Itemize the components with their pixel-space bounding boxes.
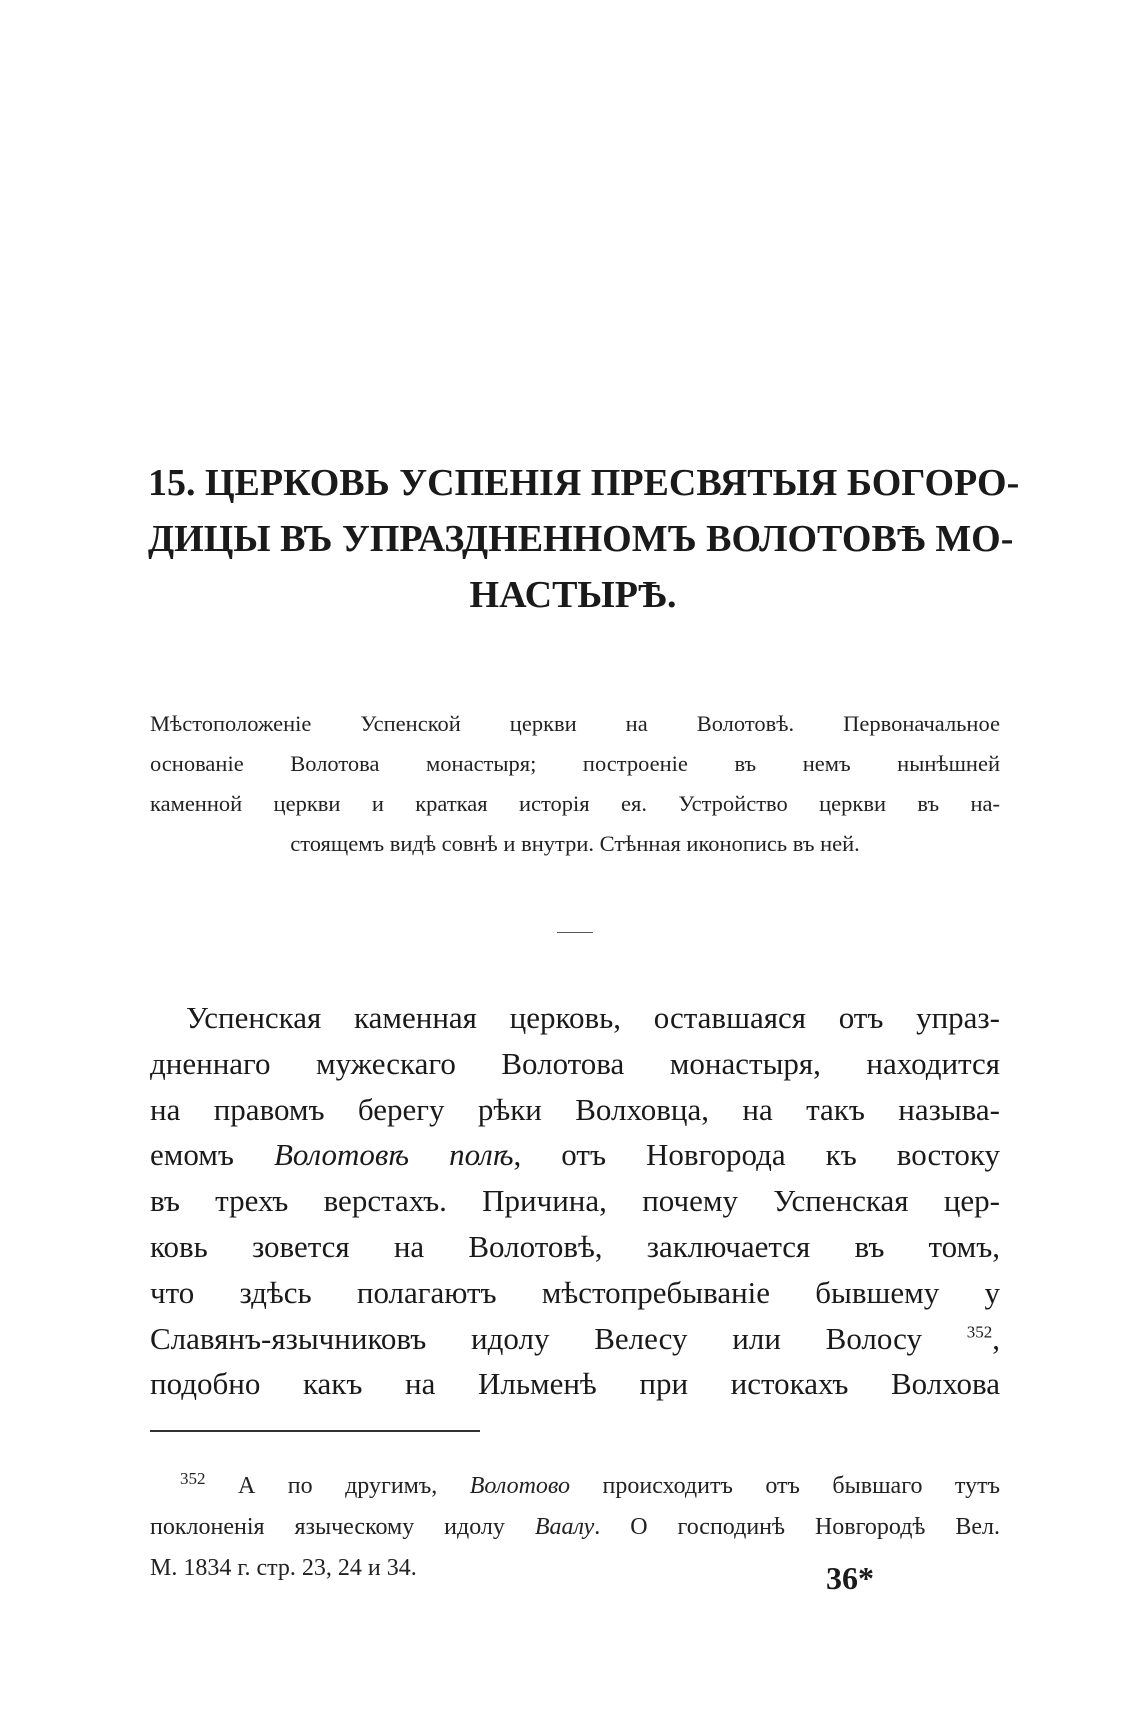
body-line: подобно какъ на Ильменѣ при истокахъ Волхова: [150, 1366, 1000, 1402]
body-text-run: , отъ Новгорода къ востоку: [513, 1137, 1000, 1173]
place-name-italic: Волотовѣ полѣ: [273, 1137, 514, 1173]
body-text-run: емомъ: [150, 1137, 274, 1173]
summary-line: основаніе Волотова монастыря; построеніе въ немъ нынѣшней: [150, 751, 1000, 776]
body-line: дненнаго мужескаго Волотова монастыря, находится: [150, 1045, 1000, 1081]
chapter-title-line: 15. ЦЕРКОВЬ УСПЕНІЯ ПРЕСВЯТЫЯ БОГОРО-: [148, 462, 1020, 504]
footnote-text-run: . О господинѣ Новгородѣ Вел.: [594, 1514, 1000, 1540]
chapter-summary: [150, 704, 1000, 864]
footnote-text-run: А по другимъ,: [205, 1473, 470, 1499]
summary-line: каменной церкви и краткая исторія ея. Устройство церкви въ на-: [150, 791, 1000, 816]
footnote-text-run: происходитъ отъ бывшаго тутъ: [570, 1473, 1000, 1499]
body-line: Успенская каменная церковь, оставшаяся отъ упраз-: [186, 1000, 1000, 1035]
footnote-line: [150, 1507, 1000, 1548]
body-line: [150, 1132, 1000, 1178]
body-line: на правомъ берегу рѣки Волховца, на такъ называ-: [150, 1091, 1000, 1127]
section-separator: [557, 932, 593, 933]
footnote-line: [150, 1466, 1000, 1507]
body-line: въ трехъ верстахъ. Причина, почему Успенская цер-: [150, 1183, 1000, 1219]
footnote-italic: Волотово: [469, 1473, 571, 1499]
chapter-title-line: ДИЦЫ ВЪ УПРАЗДНЕННОМЪ ВОЛОТОВѢ МО-: [148, 518, 1014, 560]
footnote-reference[interactable]: 352: [966, 1322, 993, 1342]
footnote-divider: [150, 1430, 480, 1432]
body-text-run: Славянъ-язычниковъ идолу Велесу или Волосу: [150, 1320, 967, 1356]
page-number: 36*: [826, 1560, 874, 1596]
body-line: [150, 1316, 1000, 1362]
body-text-run: ,: [992, 1320, 1000, 1356]
chapter-title-line: НАСТЫРѢ.: [469, 574, 677, 616]
chapter-title: [148, 455, 1020, 623]
body-line: ковь зовется на Волотовѣ, заключается въ томъ,: [150, 1228, 1000, 1264]
body-line: что здѣсь полагаютъ мѣстопребываніе бывшему у: [150, 1274, 1000, 1310]
summary-line: стоящемъ видѣ совнѣ и внутри. Стѣнная иконопись въ ней.: [290, 831, 860, 856]
footnote-line: М. 1834 г. стр. 23, 24 и 34.: [150, 1555, 417, 1581]
footnote-italic: Ваалу: [534, 1514, 595, 1540]
footnote-number: 352: [180, 1469, 206, 1488]
footnote-text-run: поклоненія языческому идолу: [150, 1514, 535, 1540]
summary-line: Мѣстоположеніе Успенской церкви на Волотовѣ. Первоначальное: [150, 711, 1000, 736]
body-paragraph: [150, 995, 1000, 1407]
